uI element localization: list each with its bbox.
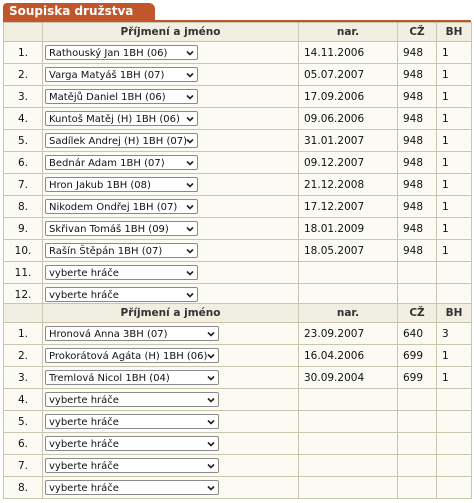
birth-date [299,455,398,477]
chevron-down-icon [185,47,195,59]
cz-value [398,411,437,433]
bh-value: 1 [437,174,472,196]
cz-value: 948 [398,42,437,64]
player-select-value: Tremlová Nicol 1BH (04) [49,373,170,384]
row-number: 7. [4,174,43,196]
player-select-value: Rathouský Jan 1BH (06) [49,48,168,59]
player-cell [43,64,299,86]
cz-value: 948 [398,174,437,196]
player-cell [43,411,299,433]
birth-date [299,389,398,411]
table-row [4,108,472,130]
table-row [4,218,472,240]
chevron-down-icon [185,135,195,147]
cz-value: 640 [398,323,437,345]
player-cell [43,152,299,174]
table-row [4,196,472,218]
birth-date: 17.12.2007 [299,196,398,218]
chevron-down-icon [185,223,195,235]
table-header-row [4,23,472,42]
row-number: 2. [4,345,43,367]
bh-value: 1 [437,108,472,130]
row-number: 11. [4,262,43,284]
player-cell [43,42,299,64]
birth-date [299,262,398,284]
player-select-value: vyberte hráče [49,395,119,406]
player-select-value: Prokorátová Agáta (H) 1BH (06) [49,351,208,362]
player-select-value: Kuntoš Matěj (H) 1BH (06) [49,114,180,125]
chevron-down-icon [185,245,195,257]
player-select[interactable] [45,199,198,214]
bh-value [437,455,472,477]
cz-value: 948 [398,86,437,108]
player-select[interactable] [45,45,198,60]
player-cell [43,345,299,367]
header-cz: CŽ [398,304,437,323]
player-cell [43,455,299,477]
chevron-down-icon [206,438,216,450]
chevron-down-icon [185,113,195,125]
chevron-down-icon [206,372,216,384]
birth-date: 09.12.2007 [299,152,398,174]
cz-value [398,433,437,455]
player-select-value: vyberte hráče [49,461,119,472]
chevron-down-icon [185,157,195,169]
row-number: 8. [4,477,43,499]
chevron-down-icon [185,179,195,191]
row-number: 9. [4,218,43,240]
player-select-value: vyberte hráče [49,290,119,301]
birth-date: 14.11.2006 [299,42,398,64]
bh-value: 1 [437,240,472,262]
player-select-value: Rašín Štěpán 1BH (07) [49,246,163,257]
chevron-down-icon [206,460,216,472]
row-number: 5. [4,411,43,433]
player-cell [43,174,299,196]
player-cell [43,86,299,108]
player-select[interactable] [45,67,198,82]
player-select[interactable] [45,287,198,302]
header-number [4,304,43,323]
table-row [4,411,472,433]
player-select-value: vyberte hráče [49,417,119,428]
table-row [4,152,472,174]
cz-value: 699 [398,367,437,389]
player-cell [43,196,299,218]
row-number: 5. [4,130,43,152]
player-select-value: Bednár Adam 1BH (07) [49,158,165,169]
bh-value [437,477,472,499]
bh-value: 1 [437,130,472,152]
header-number [4,23,43,42]
row-number: 6. [4,152,43,174]
row-number: 8. [4,196,43,218]
player-cell [43,240,299,262]
cz-value: 948 [398,152,437,174]
cz-value: 948 [398,196,437,218]
header-bh: BH [437,304,472,323]
row-number: 4. [4,108,43,130]
chevron-down-icon [206,350,216,362]
cz-value: 948 [398,64,437,86]
header-name: Příjmení a jméno [43,23,299,42]
cz-value: 948 [398,108,437,130]
cz-value: 699 [398,345,437,367]
player-select-value: Varga Matyáš 1BH (07) [49,70,165,81]
player-select[interactable] [45,177,198,192]
header-name: Příjmení a jméno [43,304,299,323]
birth-date: 16.04.2006 [299,345,398,367]
birth-date: 30.09.2004 [299,367,398,389]
row-number: 12. [4,284,43,306]
table-row [4,455,472,477]
table-row [4,323,472,345]
header-cz: CŽ [398,23,437,42]
player-select[interactable] [45,458,219,473]
table-row [4,433,472,455]
player-select[interactable] [45,480,219,495]
birth-date [299,477,398,499]
birth-date: 18.05.2007 [299,240,398,262]
player-cell [43,323,299,345]
bh-value [437,411,472,433]
player-select[interactable] [45,265,198,280]
player-select[interactable] [45,155,198,170]
team-1-roster-table [3,22,472,306]
bh-value: 1 [437,218,472,240]
player-cell [43,477,299,499]
chevron-down-icon [206,328,216,340]
header-born: nar. [299,304,398,323]
player-select-value: Matějů Daniel 1BH (06) [49,92,166,103]
player-select[interactable] [45,326,219,341]
birth-date: 09.06.2006 [299,108,398,130]
player-select[interactable] [45,348,219,363]
bh-value: 1 [437,42,472,64]
player-select[interactable] [45,221,198,236]
table-row [4,477,472,499]
row-number: 1. [4,42,43,64]
table-row [4,262,472,284]
cz-value [398,389,437,411]
roster-tab-bar [3,3,471,22]
chevron-down-icon [185,91,195,103]
birth-date [299,433,398,455]
table-header-row [4,304,472,323]
bh-value: 1 [437,196,472,218]
table-row [4,42,472,64]
row-number: 4. [4,389,43,411]
cz-value [398,477,437,499]
player-select[interactable] [45,243,198,258]
row-number: 3. [4,86,43,108]
table-row [4,130,472,152]
bh-value [437,389,472,411]
player-select[interactable] [45,414,219,429]
player-select[interactable] [45,133,198,148]
player-select[interactable] [45,436,219,451]
birth-date: 18.01.2009 [299,218,398,240]
player-select-value: vyberte hráče [49,268,119,279]
chevron-down-icon [185,201,195,213]
table-row [4,367,472,389]
row-number: 2. [4,64,43,86]
header-born: nar. [299,23,398,42]
player-select-value: vyberte hráče [49,483,119,494]
player-select[interactable] [45,89,198,104]
player-cell [43,262,299,284]
birth-date [299,411,398,433]
birth-date: 05.07.2007 [299,64,398,86]
header-bh: BH [437,23,472,42]
player-cell [43,389,299,411]
team-2-roster-table [3,303,472,499]
player-cell [43,433,299,455]
row-number: 1. [4,323,43,345]
birth-date: 23.09.2007 [299,323,398,345]
player-select-value: vyberte hráče [49,439,119,450]
bh-value: 3 [437,323,472,345]
bh-value: 1 [437,64,472,86]
bh-value: 1 [437,86,472,108]
table-row [4,345,472,367]
bh-value [437,262,472,284]
bh-value [437,433,472,455]
player-select-value: Sadílek Andrej (H) 1BH (07) [49,136,187,147]
chevron-down-icon [185,69,195,81]
table-row [4,86,472,108]
cz-value: 948 [398,130,437,152]
player-cell [43,130,299,152]
cz-value [398,455,437,477]
player-select-value: Skřivan Tomáš 1BH (09) [49,224,169,235]
player-cell [43,108,299,130]
row-number: 3. [4,367,43,389]
cz-value [398,262,437,284]
bh-value: 1 [437,345,472,367]
player-cell [43,218,299,240]
cz-value: 948 [398,240,437,262]
player-select[interactable] [45,370,219,385]
row-number: 10. [4,240,43,262]
player-select-value: Hronová Anna 3BH (07) [49,329,168,340]
cz-value: 948 [398,218,437,240]
table-row [4,64,472,86]
bh-value: 1 [437,367,472,389]
table-row [4,389,472,411]
row-number: 7. [4,455,43,477]
player-cell [43,367,299,389]
bh-value: 1 [437,152,472,174]
table-row [4,174,472,196]
player-select[interactable] [45,111,198,126]
chevron-down-icon [185,267,195,279]
chevron-down-icon [206,394,216,406]
chevron-down-icon [206,416,216,428]
birth-date: 17.09.2006 [299,86,398,108]
birth-date: 21.12.2008 [299,174,398,196]
player-select-value: Hron Jakub 1BH (08) [49,180,151,191]
chevron-down-icon [206,482,216,494]
table-row [4,240,472,262]
birth-date: 31.01.2007 [299,130,398,152]
chevron-down-icon [185,289,195,301]
row-number: 6. [4,433,43,455]
player-select[interactable] [45,392,219,407]
player-select-value: Nikodem Ondřej 1BH (07) [49,202,178,213]
roster-title-tab: Soupiska družstva [3,3,155,20]
